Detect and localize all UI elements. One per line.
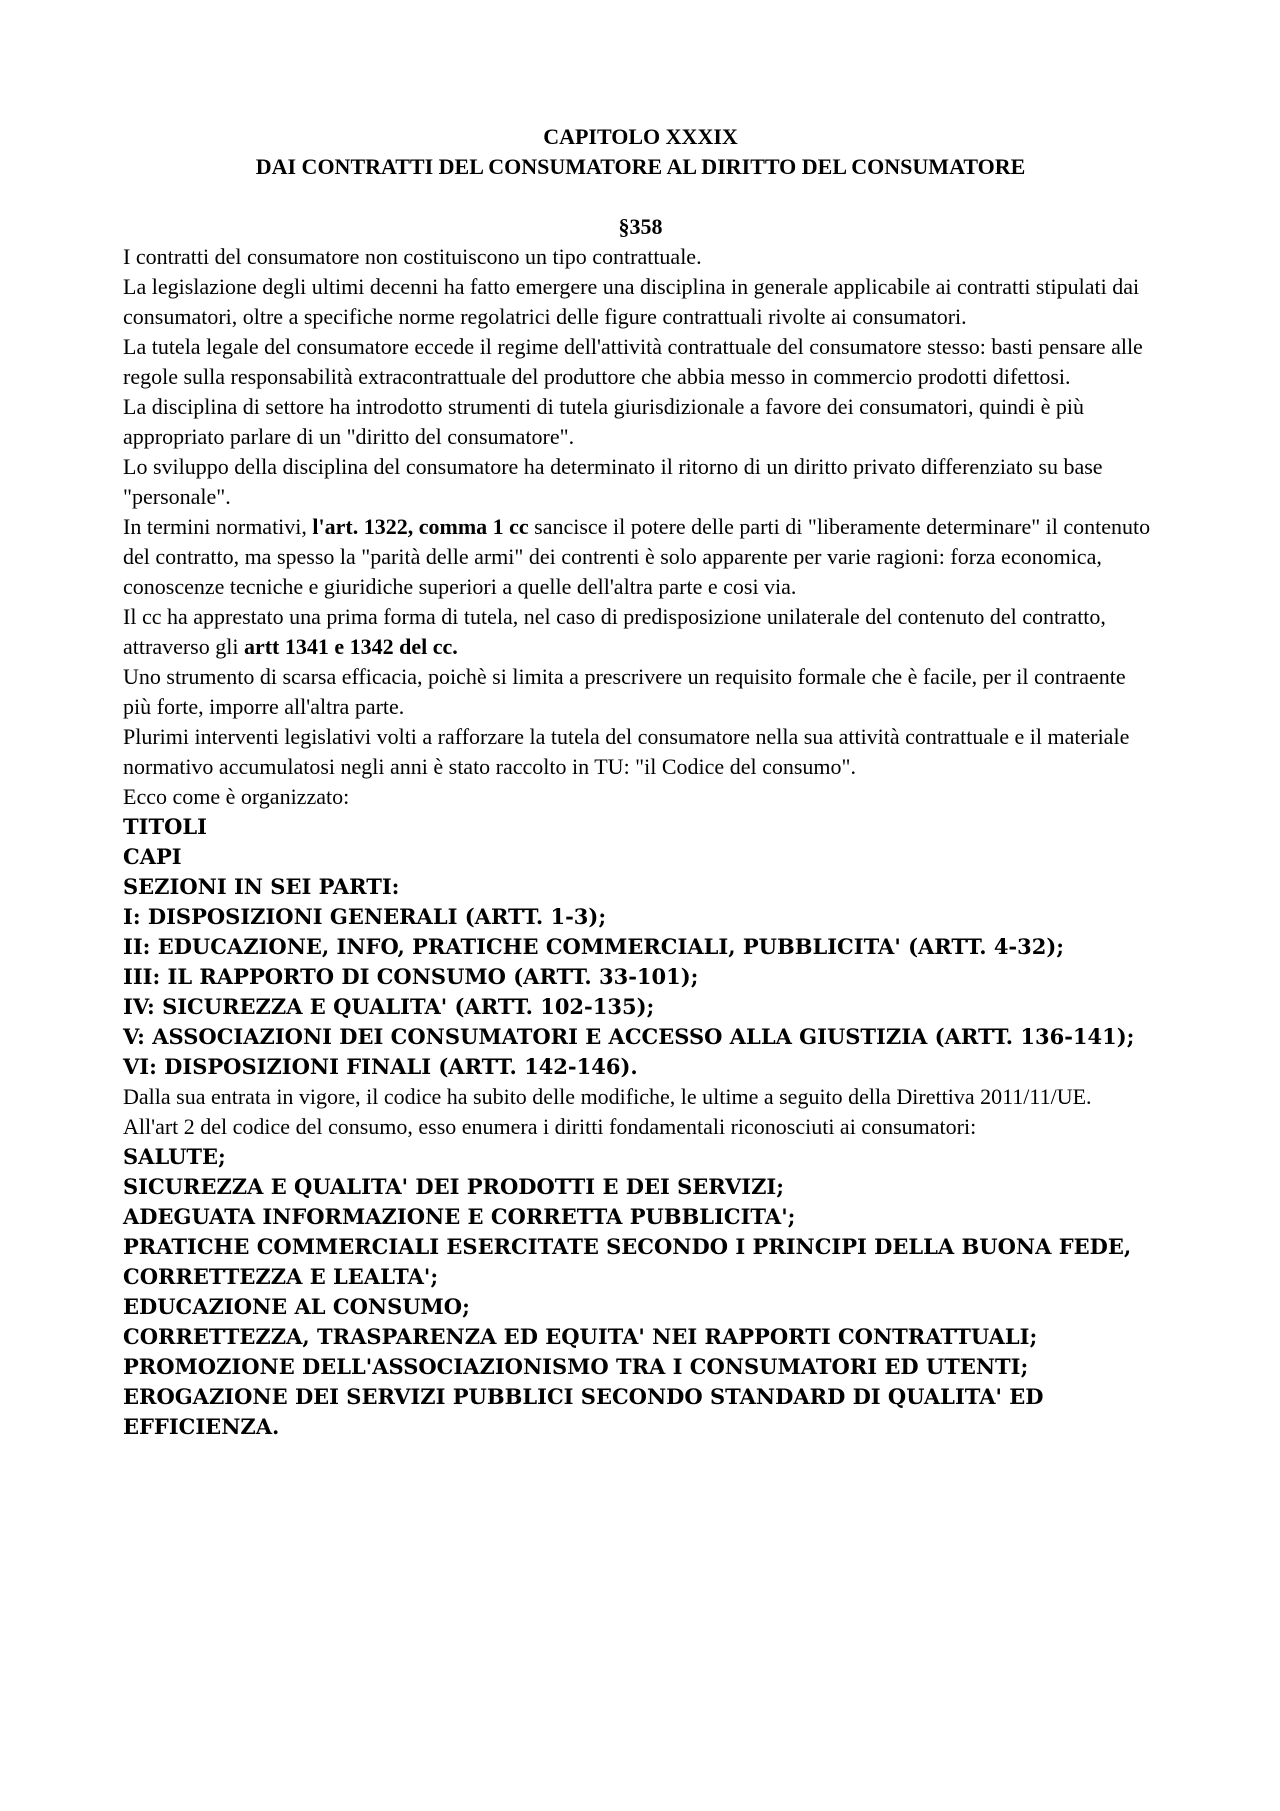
paragraph-6-text: In termini normativi, [123, 514, 313, 539]
structure-item: II: EDUCAZIONE, INFO, PRATICHE COMMERCIALI, PUBBLICITA' (ARTT. 4-32); [123, 934, 1065, 959]
paragraph-2: La legislazione degli ultimi decenni ha fatto emergere una disciplina in generale applicabile ai contratti stipulati dai consumatori, oltre a specifiche norme regolatrici delle figure contrattuali rivolte ai consumatori. [123, 274, 1140, 329]
right-item: EROGAZIONE DEI SERVIZI PUBBLICI SECONDO STANDARD DI QUALITA' ED EFFICIENZA. [123, 1384, 1044, 1439]
structure-item: TITOLI [123, 814, 207, 839]
spacer [123, 182, 1158, 212]
article-reference: artt 1341 e 1342 del cc. [243, 634, 458, 659]
paragraph-7-text: Il cc ha apprestato una prima forma di tutela, nel caso di predisposizione unilaterale del contenuto del contratto, attraverso gli [123, 604, 1106, 659]
right-item: SALUTE; [123, 1144, 226, 1169]
paragraph-9: Plurimi interventi legislativi volti a rafforzare la tutela del consumatore nella sua attività contrattuale e il materiale normativo accumulatosi negli anni è stato raccolto in TU: "il Codice del consumo". [123, 724, 1130, 779]
paragraph-12: All'art 2 del codice del consumo, esso enumera i diritti fondamentali riconosciuti ai consumatori: [123, 1114, 977, 1139]
paragraph-6-text-rest: sancisce il potere delle parti di "liberamente determinare" il contenuto del contratto, ma spesso la "parità delle armi" dei contrenti è solo apparente per varie ragioni: forza economica, conoscenze tecniche e giuridiche superiori a quelle dell'altra parte e cosi via. [123, 514, 1151, 599]
paragraph-5: Lo sviluppo della disciplina del consumatore ha determinato il ritorno di un diritto privato differenziato su base "personale". [123, 454, 1103, 509]
article-reference: l'art. 1322, comma 1 cc [312, 514, 529, 539]
chapter-number: CAPITOLO XXXIX [543, 124, 738, 149]
structure-item: III: IL RAPPORTO DI CONSUMO (ARTT. 33-101); [123, 964, 699, 989]
right-item: PRATICHE COMMERCIALI ESERCITATE SECONDO I PRINCIPI DELLA BUONA FEDE, CORRETTEZZA E LEALTA'; [123, 1234, 1132, 1289]
paragraph-11: Dalla sua entrata in vigore, il codice ha subito delle modifiche, le ultime a seguito della Direttiva 2011/11/UE. [123, 1084, 1092, 1109]
right-item: EDUCAZIONE AL CONSUMO; [123, 1294, 470, 1319]
paragraph-6 [123, 512, 1158, 602]
structure-item: VI: DISPOSIZIONI FINALI (ARTT. 142-146). [123, 1054, 638, 1079]
right-item: CORRETTEZZA, TRASPARENZA ED EQUITA' NEI RAPPORTI CONTRATTUALI; [123, 1324, 1038, 1349]
structure-item: SEZIONI IN SEI PARTI: [123, 874, 400, 899]
paragraph-10: Ecco come è organizzato: [123, 784, 350, 809]
chapter-title: DAI CONTRATTI DEL CONSUMATORE AL DIRITTO DEL CONSUMATORE [255, 154, 1026, 179]
paragraph-1: I contratti del consumatore non costituiscono un tipo contrattuale. [123, 244, 702, 269]
section-number: §358 [618, 214, 663, 239]
paragraph-8: Uno strumento di scarsa efficacia, poichè si limita a prescrivere un requisito formale che è facile, per il contraente più forte, imporre all'altra parte. [123, 664, 1126, 719]
paragraph-7 [123, 602, 1158, 662]
paragraph-3: La tutela legale del consumatore eccede il regime dell'attività contrattuale del consumatore stesso: basti pensare alle regole sulla responsabilità extracontrattuale del produttore che abbia messo in commercio prodotti difettosi. [123, 334, 1143, 389]
right-item: ADEGUATA INFORMAZIONE E CORRETTA PUBBLICITA'; [123, 1204, 796, 1229]
structure-item: CAPI [123, 844, 182, 869]
structure-item: IV: SICUREZZA E QUALITA' (ARTT. 102-135); [123, 994, 655, 1019]
structure-item: V: ASSOCIAZIONI DEI CONSUMATORI E ACCESSO ALLA GIUSTIZIA (ARTT. 136-141); [123, 1024, 1135, 1049]
right-item: PROMOZIONE DELL'ASSOCIAZIONISMO TRA I CONSUMATORI ED UTENTI; [123, 1354, 1029, 1379]
structure-item: I: DISPOSIZIONI GENERALI (ARTT. 1-3); [123, 904, 607, 929]
right-item: SICUREZZA E QUALITA' DEI PRODOTTI E DEI SERVIZI; [123, 1174, 785, 1199]
paragraph-4: La disciplina di settore ha introdotto strumenti di tutela giurisdizionale a favore dei consumatori, quindi è più appropriato parlare di un "diritto del consumatore". [123, 394, 1085, 449]
document-page [123, 122, 1158, 1442]
